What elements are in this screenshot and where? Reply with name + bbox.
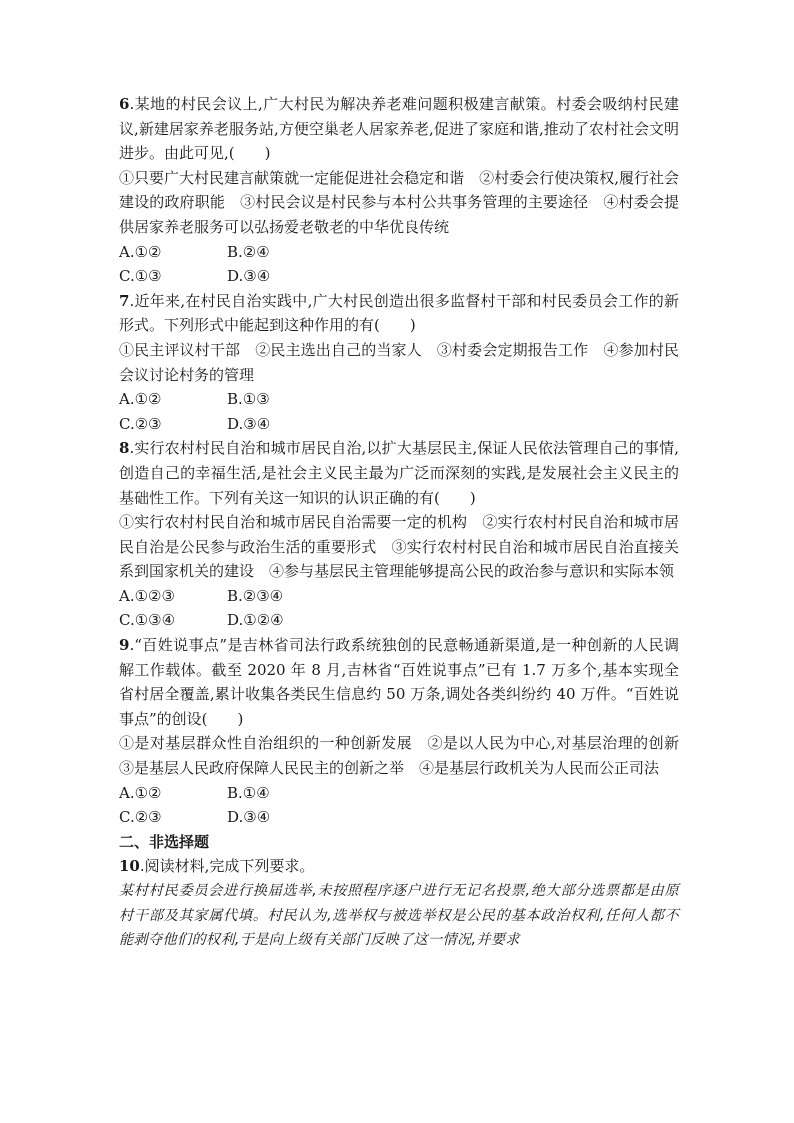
question-stem [119,633,679,731]
question-stem [119,92,679,166]
question-8 [119,436,679,633]
option-b[interactable]: B.①③ [227,390,270,409]
question-7 [119,289,679,437]
question-number: 7 [119,291,130,310]
option-b[interactable]: B.①④ [227,783,270,802]
options-row [119,805,679,830]
question-stem [119,854,679,879]
question-number: 10 [119,857,140,876]
question-text: .某地的村民会议上,广大村民为解决养老难问题积极建言献策。村委会吸纳村民建议,新建居家养老服务站,方便空巢老人居家养老,促进了家庭和谐,推动了农村社会文明进步。由此可见,( ) [119,95,679,163]
options-row [119,264,679,289]
question-text: .实行农村村民自治和城市居民自治,以扩大基层民主,保证人民依法管理自己的事情,创造自己的幸福生活,是社会主义民主最为广泛而深刻的实践,是发展社会主义民主的基础性工作。下列有关这一知识的认识正确的有( ) [119,439,679,507]
option-c[interactable]: C.②③ [119,414,162,433]
option-d[interactable]: D.③④ [227,267,271,286]
question-9 [119,633,695,830]
question-stem [119,289,679,338]
option-b[interactable]: B.②③④ [227,586,284,605]
option-a[interactable]: A.①② [119,242,162,261]
question-text: .“百姓说事点”是吉林省司法行政系统独创的民意畅通新渠道,是一种创新的人民调解工作载体。截至 2020 年 8 月,吉林省“百姓说事点”已有 1.7 万多个,基本实现全省村居全覆盖,累计收集各类民生信息约 50 万条,调处各类纠纷约 40 万件。“百姓说事点”的创设( ) [119,636,679,728]
question-number: 8 [119,439,130,458]
option-b[interactable]: B.②④ [227,242,270,261]
question-number: 6 [119,95,130,113]
question-text: .阅读材料,完成下列要求。 [139,857,315,876]
exam-page [119,92,695,953]
option-d[interactable]: D.③④ [227,808,271,827]
option-d[interactable]: D.③④ [227,414,271,433]
reading-material: 某村村民委员会进行换届选举,未按照程序逐户进行无记名投票,绝大部分选票都是由原村干部及其家属代填。村民认为,选举权与被选举权是公民的基本政治权利,任何人都不能剥夺他们的权利,于是向上级有关部门反映了这一情况,并要求 [119,883,679,949]
option-d[interactable]: D.①②④ [227,611,284,630]
options-row [119,584,679,609]
question-statements: ①只要广大村民建言献策就一定能促进社会稳定和谐 ②村委会行使决策权,履行社会建设的政府职能 ③村民会议是村民参与本村公共事务管理的主要途径 ④村委会提供居家养老服务可以弘扬爱老敬老的中华优良传统 [119,168,679,236]
question-statements: ①是对基层群众性自治组织的一种创新发展 ②是以人民为中心,对基层治理的创新 ③是基层人民政府保障人民民主的创新之举 ④是基层行政机关为人民而公正司法 [119,734,695,778]
question-6 [119,92,679,289]
question-stem [119,436,679,510]
option-c[interactable]: C.②③ [119,808,162,827]
question-number: 9 [119,636,130,655]
question-statements: ①实行农村村民自治和城市居民自治需要一定的机构 ②实行农村村民自治和城市居民自治是公民参与政治生活的重要形式 ③实行农村村民自治和城市居民自治直接关系到国家机关的建设 ④参与基层民主管理能够提高公民的政治参与意识和实际本领 [119,513,679,581]
options-row [119,781,679,806]
option-c[interactable]: C.①③④ [119,611,176,630]
option-a[interactable]: A.①② [119,390,162,409]
question-statements: ①民主评议村干部 ②民主选出自己的当家人 ③村委会定期报告工作 ④参加村民会议讨论村务的管理 [119,340,679,384]
options-row [119,387,679,412]
question-text: .近年来,在村民自治实践中,广大村民创造出很多监督村干部和村民委员会工作的新形式。下列形式中能起到这种作用的有( ) [119,291,679,335]
options-row [119,240,679,265]
options-row [119,412,679,437]
options-row [119,608,679,633]
section-title: 二、非选择题 [119,832,210,851]
option-c[interactable]: C.①③ [119,267,162,286]
option-a[interactable]: A.①②③ [119,586,175,605]
question-10 [119,854,679,952]
option-a[interactable]: A.①② [119,783,162,802]
